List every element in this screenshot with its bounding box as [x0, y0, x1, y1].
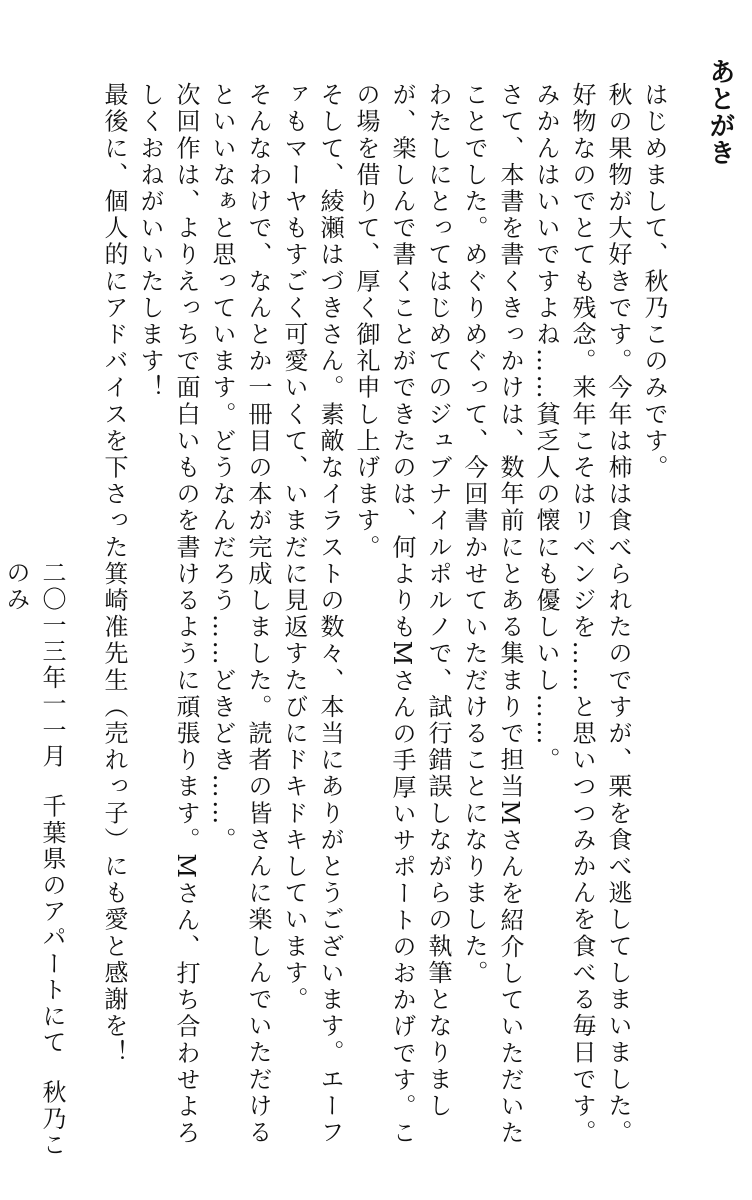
- paragraph: 最後に、個人的にアドバイスを下さった箕崎准先生（売れっ子）にも愛と感謝を！: [100, 82, 128, 1067]
- paragraph: そして、綾瀬はづきさん。素敵なイラストの数々、本当にありがとうございます。エーファもマーヤもすごく可愛いくて、いまだに見返すたびにドキドキしています。: [280, 82, 344, 1146]
- paragraph: 次回作は、よりえっちで面白いものを書けるように頑張ります。Mさん、打ち合わせよろしくおねがいいたします！: [136, 82, 200, 1147]
- signature-block: [2, 560, 70, 1160]
- signature-place: 千葉県のアパートにて: [38, 793, 66, 1056]
- afterword-body: [96, 82, 672, 1152]
- signature-author: 秋乃このみ: [2, 560, 66, 1159]
- paragraph: さて、本書を書くきっかけは、数年前にとある集まりで担当Mさんを紹介していただいたことでした。めぐりめぐって、今回書かせていただけることになりました。: [460, 82, 524, 1147]
- paragraph: はじめまして、秋乃このみです。: [640, 82, 668, 481]
- paragraph: わたしにとってはじめてのジュブナイルポルノで、試行錯誤しながらの執筆となりましが、楽しんで書くことができたのは、何よりもMさんの手厚いサポートのおかげです。この場を借りて、厚く御礼申し上げます。: [352, 82, 452, 1147]
- signature-date: 二〇一三年一一月: [38, 560, 66, 770]
- paragraph: 秋の果物が大好きです。今年は柿は食べられたのですが、栗を食べ逃してしまいました。好物なのでとても残念。来年こそはリベンジを……と思いつつみかんを食べる毎日です。みかんはいいですよね……貧乏人の懐にも優しいし……。: [532, 82, 632, 1146]
- paragraph: そんなわけで、なんとか一冊目の本が完成しました。読者の皆さんに楽しんでいただけるといいなぁと思っています。どうなんだろう……どきどき……。: [208, 82, 272, 1146]
- page-title: あとがき: [705, 58, 735, 166]
